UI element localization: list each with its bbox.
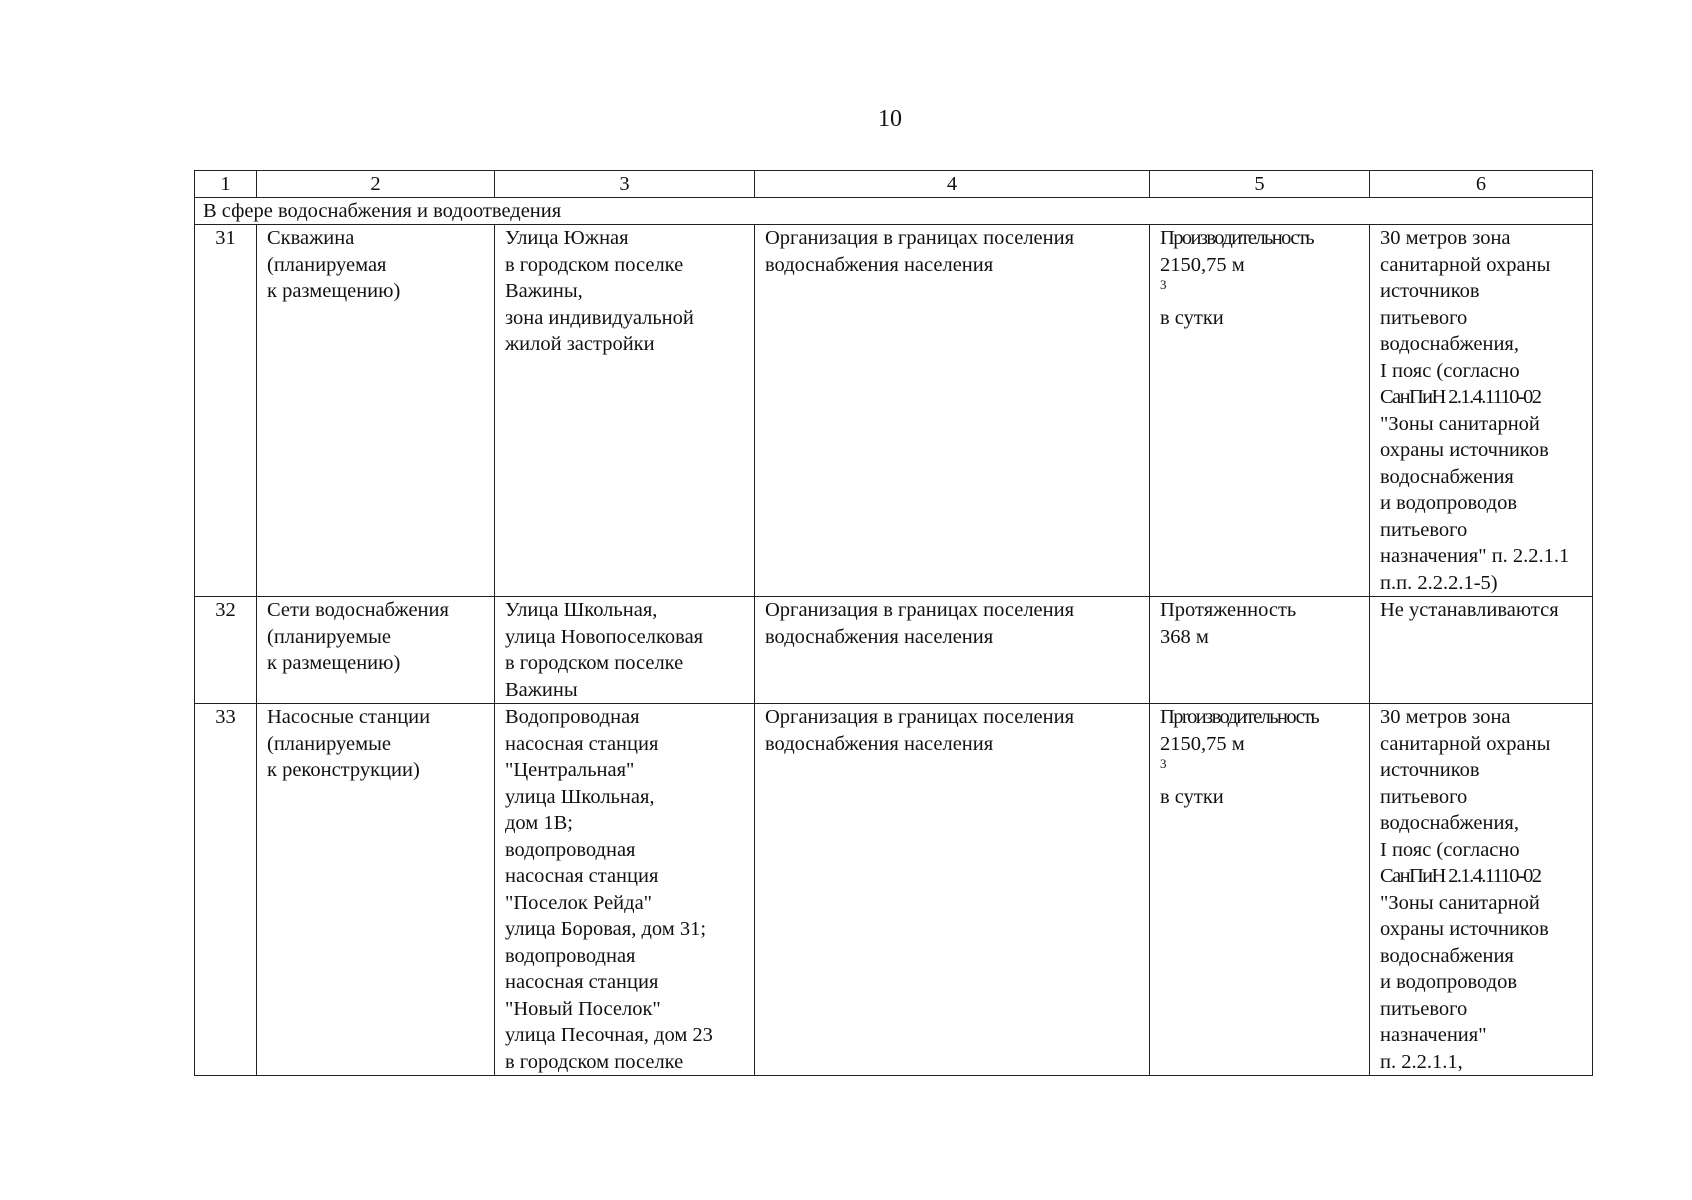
sanitary-zone-cell: 30 метров зона санитарной охраны источников питьевого водоснабжения, I пояс (согласно СанПиН 2.1.4.1110-02 "Зоны санитарной охраны источников водоснабжения и водопроводов питьевого назначения" п. 2.2.1.1 п.п. 2.2.2.1-5): [1370, 225, 1593, 597]
spec-cell: Протяженность 368 м: [1150, 597, 1370, 704]
planning-table: [194, 170, 1593, 1076]
header-cell-5: 5: [1150, 171, 1370, 198]
sanitary-zone-cell: Не устанавливаются: [1370, 597, 1593, 704]
object-name-cell: Скважина (планируемая к размещению): [257, 225, 495, 597]
row-number: 32: [195, 597, 257, 704]
section-title: В сфере водоснабжения и водоотведения: [195, 198, 1593, 225]
purpose-cell: Организация в границах поселения водоснабжения населения: [755, 597, 1150, 704]
object-name-cell: Сети водоснабжения (планируемые к размещению): [257, 597, 495, 704]
header-cell-6: 6: [1370, 171, 1593, 198]
purpose-cell: Организация в границах поселения водоснабжения населения: [755, 225, 1150, 597]
spec-cell: Производительность 2150,75 м $^3$ в сутки: [1150, 225, 1370, 597]
header-cell-1: 1: [195, 171, 257, 198]
location-cell: Улица Южная в городском поселке Важины, зона индивидуальной жилой застройки: [495, 225, 755, 597]
row-number: 33: [195, 704, 257, 1076]
location-cell: Водопроводная насосная станция "Центральная" улица Школьная, дом 1В; водопроводная насосная станция "Поселок Рейда" улица Боровая, дом 31; водопроводная насосная станция "Новый Поселок" улица Песочная, дом 23 в городском поселке: [495, 704, 755, 1076]
table-row: [195, 704, 1593, 1076]
object-name-cell: Насосные станции (планируемые к реконструкции): [257, 704, 495, 1076]
purpose-cell: Организация в границах поселения водоснабжения населения: [755, 704, 1150, 1076]
section-row: [195, 198, 1593, 225]
row-number: 31: [195, 225, 257, 597]
table-row: [195, 225, 1593, 597]
header-cell-3: 3: [495, 171, 755, 198]
location-cell: Улица Школьная, улица Новопоселковая в городском поселке Важины: [495, 597, 755, 704]
sanitary-zone-cell: 30 метров зона санитарной охраны источников питьевого водоснабжения, I пояс (согласно СанПиН 2.1.4.1110-02 "Зоны санитарной охраны источников водоснабжения и водопроводов питьевого назначения" п. 2.2.1.1,: [1370, 704, 1593, 1076]
header-cell-2: 2: [257, 171, 495, 198]
spec-cell: Пproизводительность 2150,75 м $^3$ в сутки: [1150, 704, 1370, 1076]
header-row: [195, 171, 1593, 198]
table-row: [195, 597, 1593, 704]
header-cell-4: 4: [755, 171, 1150, 198]
page-number: 10: [878, 106, 902, 132]
